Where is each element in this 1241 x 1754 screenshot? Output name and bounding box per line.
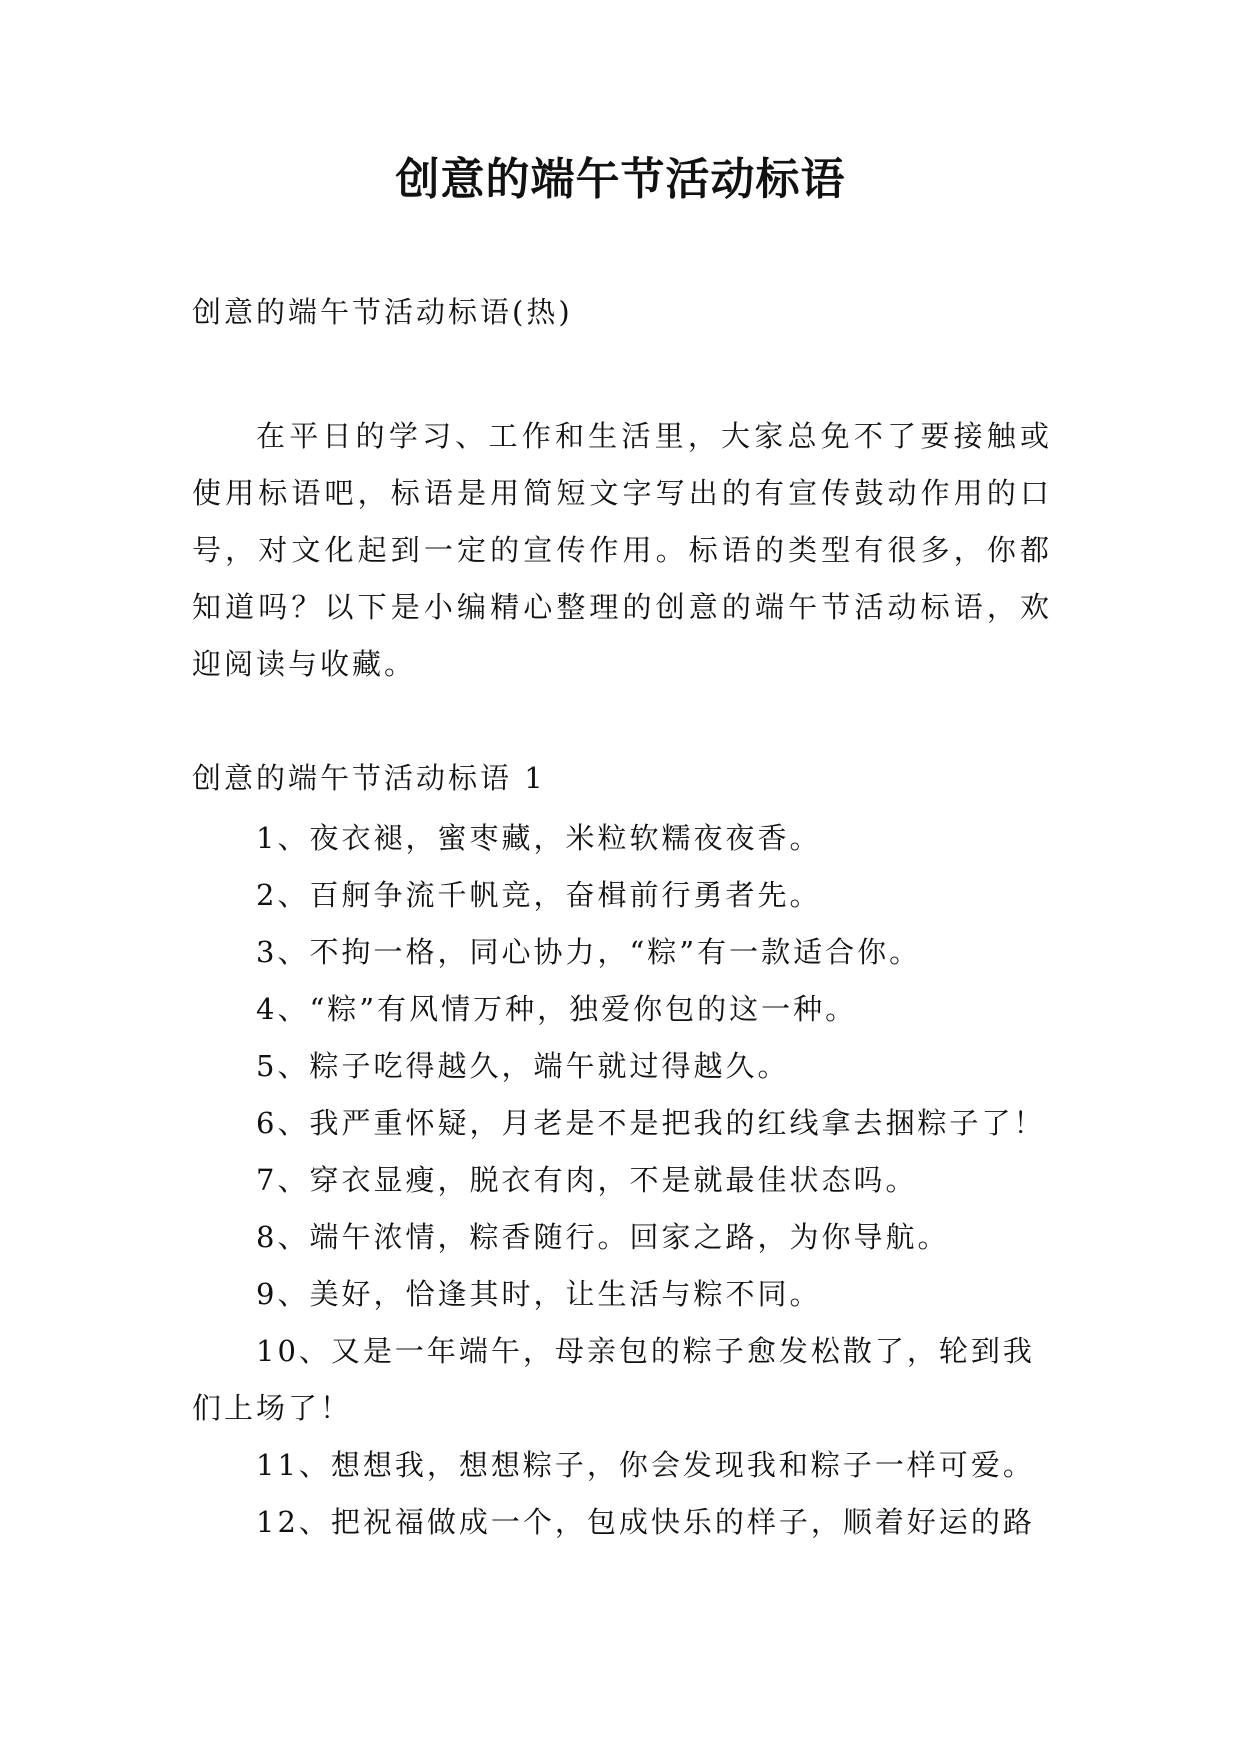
slogan-item: 4、“粽”有风情万种，独爱你包的这一种。: [256, 992, 858, 1026]
slogan-item: 6、我严重怀疑，月老是不是把我的红线拿去捆粽子了！: [256, 1106, 1046, 1140]
slogan-list: [192, 810, 1052, 1551]
slogan-item: 12、把祝福做成一个，包成快乐的样子，顺着好运的路: [256, 1505, 1035, 1539]
slogan-item: 9、美好，恰逢其时，让生活与粽不同。: [256, 1277, 822, 1311]
document-title: 创意的端午节活动标语: [395, 154, 846, 205]
slogan-item: 8、端午浓情，粽香随行。回家之路，为你导航。: [256, 1220, 950, 1254]
slogan-item: 3、不拘一格，同心协力，“粽”有一款适合你。: [256, 935, 922, 969]
slogan-item: 2、百舸争流千帆竞，奋楫前行勇者先。: [256, 878, 822, 912]
slogan-item: 10、又是一年端午，母亲包的粽子愈发松散了，轮到我们上场了！: [192, 1334, 1035, 1425]
slogan-item: 5、粽子吃得越久，端午就过得越久。: [256, 1049, 790, 1083]
document-subtitle: 创意的端午节活动标语(热): [192, 295, 573, 329]
slogan-item: 11、想想我，想想粽子，你会发现我和粽子一样可爱。: [256, 1448, 1035, 1482]
slogan-item: 7、穿衣显瘦，脱衣有肉，不是就最佳状态吗。: [256, 1163, 918, 1197]
section-heading: 创意的端午节活动标语 1: [192, 761, 546, 795]
intro-paragraph: 在平日的学习、工作和生活里，大家总免不了要接触或使用标语吧，标语是用简短文字写出的有宣传鼓动作用的口号，对文化起到一定的宣传作用。标语的类型有很多，你都知道吗？以下是小编精心整理的创意的端午节活动标语，欢迎阅读与收藏。: [192, 419, 1052, 681]
slogan-item: 1、夜衣褪，蜜枣藏，米粒软糯夜夜香。: [256, 821, 822, 855]
